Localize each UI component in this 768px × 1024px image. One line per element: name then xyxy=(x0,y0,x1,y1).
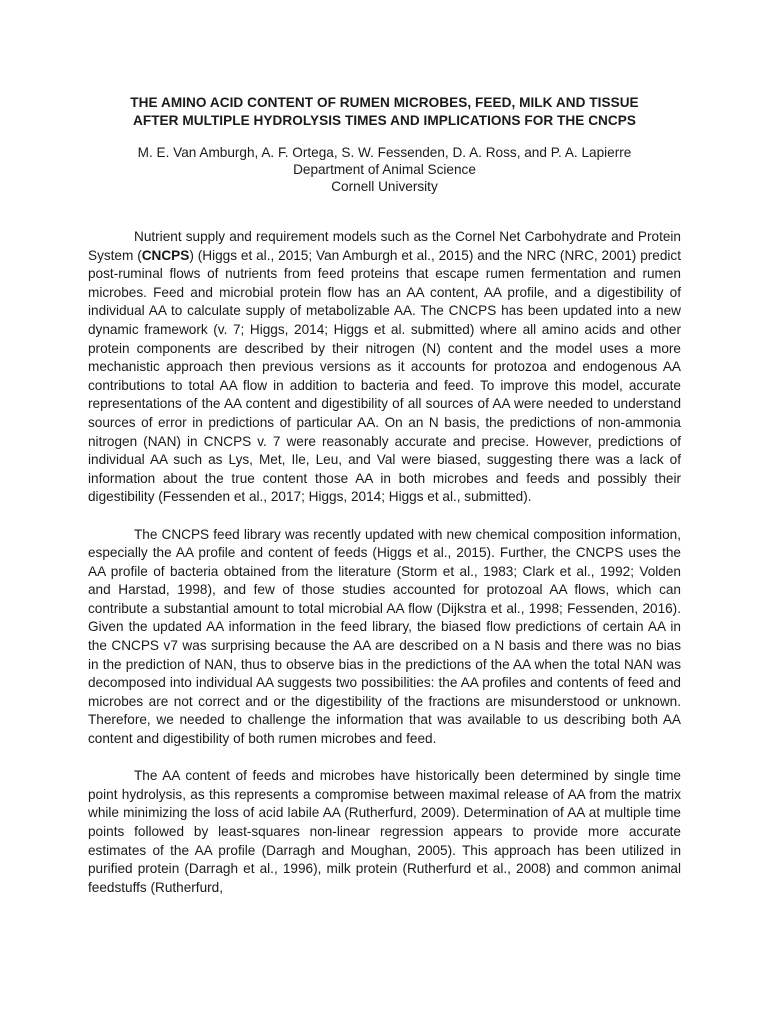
paper-page xyxy=(88,94,681,897)
author-block xyxy=(88,144,681,195)
paper-body xyxy=(88,228,681,897)
paper-title xyxy=(88,94,681,130)
cncps-abbreviation: CNCPS xyxy=(141,247,190,263)
author-institution: Cornell University xyxy=(331,179,438,194)
paper-title-line-1: THE AMINO ACID CONTENT OF RUMEN MICROBES, FEED, MILK AND TISSUE xyxy=(130,95,639,110)
paper-title-line-2: AFTER MULTIPLE HYDROLYSIS TIMES AND IMPLICATIONS FOR THE CNCPS xyxy=(132,113,637,128)
body-paragraph-3: The AA content of feeds and microbes have historically been determined by single time point hydrolysis, as this represents a compromise between maximal release of AA from the matrix while minimizing the loss of acid labile AA (Rutherfurd, 2009). Determination of AA at multiple time points followed by least-squares non-linear regression appears to provide more accurate estimates of the AA profile (Darragh and Moughan, 2005). This approach has been utilized in purified protein (Darragh et al., 1996), milk protein (Rutherfurd et al., 2008) and common animal feedstuffs (Rutherfurd, xyxy=(88,768,681,895)
body-paragraph-1 xyxy=(88,228,681,507)
author-list: M. E. Van Amburgh, A. F. Ortega, S. W. Fessenden, D. A. Ross, and P. A. Lapierre xyxy=(137,145,632,160)
body-paragraph-1-text-a: Nutrient supply and requirement models such as the Cornel Net Carbohydrate and Protein System ( xyxy=(88,229,681,263)
body-paragraph-2: The CNCPS feed library was recently updated with new chemical composition information, especially the AA profile and content of feeds (Higgs et al., 2015). Further, the CNCPS uses the AA profile of bacteria obtained from the literature (Storm et al., 1983; Clark et al., 1992; Volden and Harstad, 1998), and few of those studies accounted for protozoal AA flows, which can contribute a substantial amount to total microbial AA flow (Dijkstra et al., 1998; Fessenden, 2016). Given the updated AA information in the feed library, the biased flow predictions of certain AA in the CNCPS v7 was surprising because the AA are described on a N basis and there was no bias in the prediction of NAN, thus to observe bias in the predictions of the AA when the total NAN was decomposed into individual AA suggests two possibilities: the AA profiles and contents of feed and microbes are not correct and or the digestibility of the fractions are misunderstood or unknown. Therefore, we needed to challenge the information that was available to us describing both AA content and digestibility of both rumen microbes and feed. xyxy=(88,526,681,747)
author-department: Department of Animal Science xyxy=(293,162,476,177)
body-paragraph-1-text-b: ) (Higgs et al., 2015; Van Amburgh et al., 2015) and the NRC (NRC, 2001) predict post-ruminal flows of nutrients from feed proteins that escape rumen fermentation and rumen microbes. Feed and microbial protein flow has an AA content, AA profile, and a digestibility of individual AA to calculate supply of metabolizable AA. The CNCPS has been updated into a new dynamic framework (v. 7; Higgs, 2014; Higgs et al. submitted) where all amino acids and other protein components are described by their nitrogen (N) content and the model uses a more mechanistic approach then previous versions as it accounts for protozoa and endogenous AA contributions to total AA flow in addition to bacteria and feed. To improve this model, accurate representations of the AA content and digestibility of all sources of AA were needed to understand sources of error in predictions of particular AA. On an N basis, the predictions of non-ammonia nitrogen (NAN) in CNCPS v. 7 were reasonably accurate and precise. However, predictions of individual AA such as Lys, Met, Ile, Leu, and Val were biased, suggesting there was a lack of information about the true content those AA in both microbes and feeds and possibly their digestibility (Fessenden et al., 2017; Higgs, 2014; Higgs et al., submitted). xyxy=(88,247,682,505)
